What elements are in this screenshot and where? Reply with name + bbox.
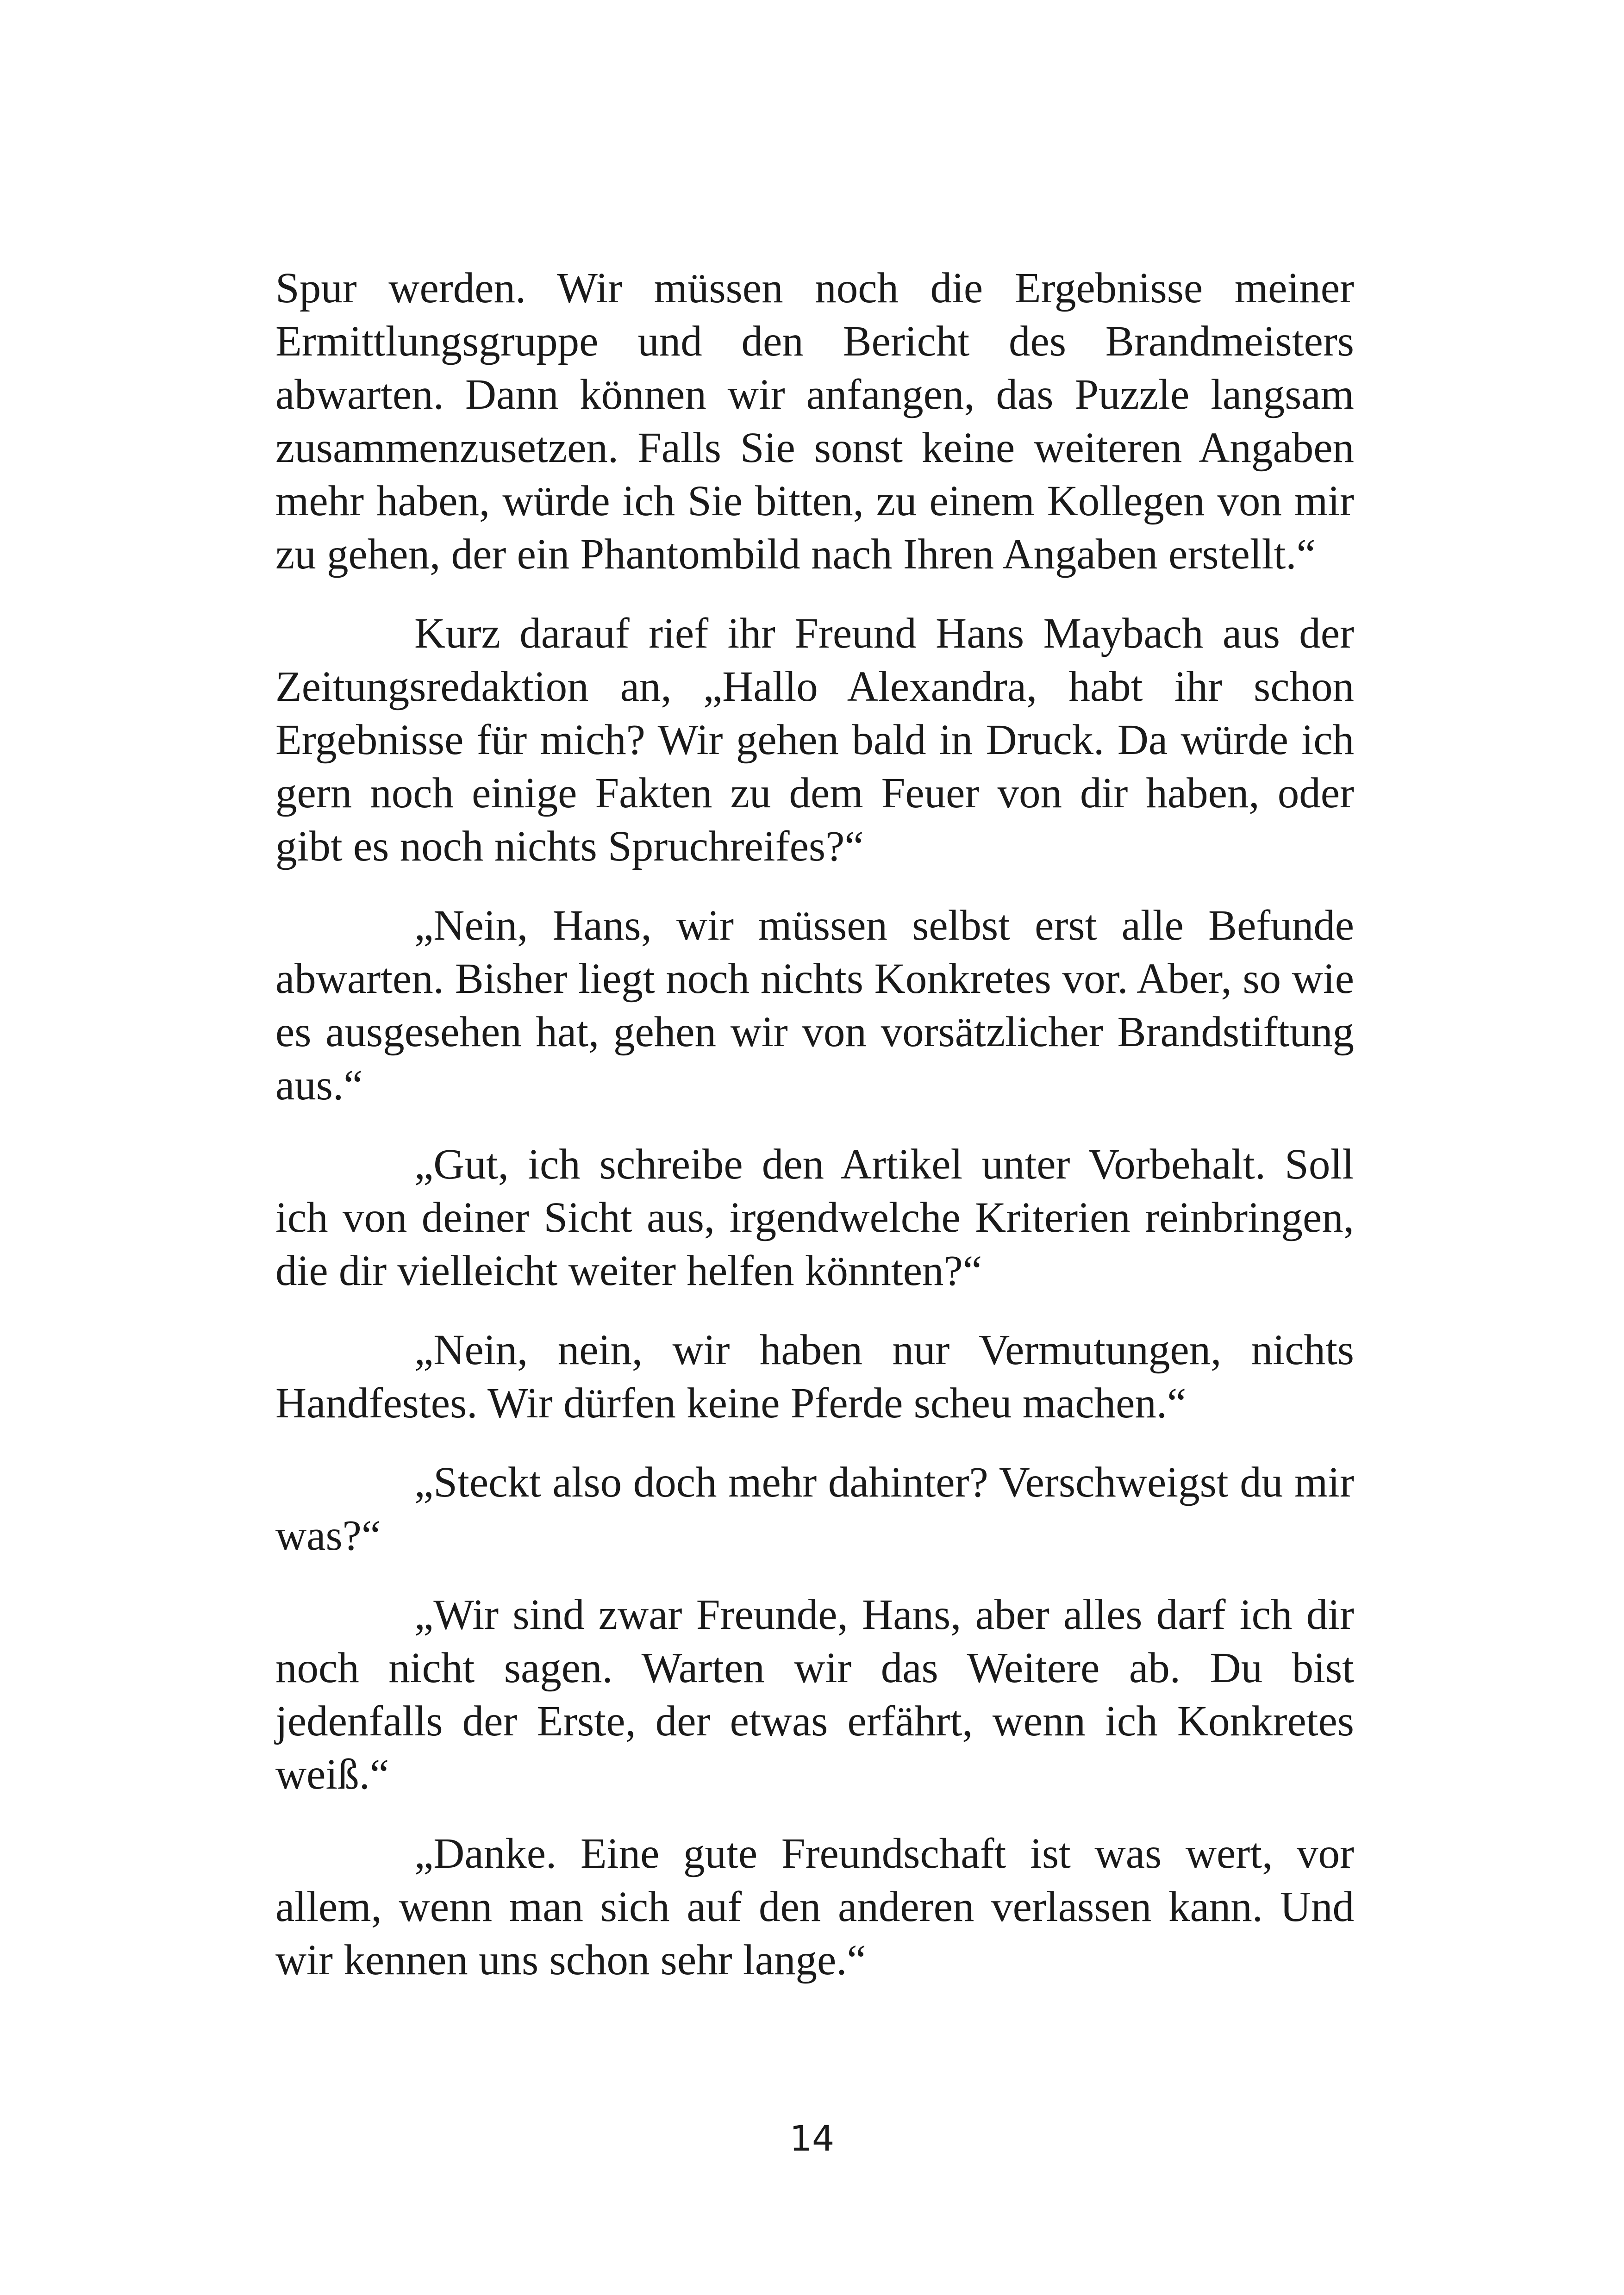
paragraph: „Wir sind zwar Freunde, Hans, aber alles darf ich dir noch nicht sagen. Warten wir das Weitere ab. Du bist jedenfalls der Erste, der etwas erfährt, wenn ich Konkretes weiß.“ bbox=[275, 1591, 1354, 1798]
paragraph: „Danke. Eine gute Freundschaft ist was wert, vor allem, wenn man sich auf den anderen verlassen kann. Und wir kennen uns schon sehr lange.“ bbox=[275, 1830, 1354, 1984]
paragraph: Kurz darauf rief ihr Freund Hans Maybach aus der Zeitungsredaktion an, „Hallo Alexandra, habt ihr schon Ergebnisse für mich? Wir gehen bald in Druck. Da würde ich gern noch einige Fakten zu dem Feuer von dir haben, oder gibt es noch nichts Spruchreifes?“ bbox=[275, 610, 1354, 870]
paragraph: „Steckt also doch mehr dahinter? Verschweigst du mir was?“ bbox=[275, 1459, 1354, 1559]
page-number: 14 bbox=[789, 2118, 835, 2159]
body-text bbox=[275, 262, 1354, 2013]
paragraph: „Nein, Hans, wir müssen selbst erst alle Befunde abwarten. Bisher liegt noch nichts Konkretes vor. Aber, so wie es ausgesehen hat, gehen wir von vorsätzlicher Brandstiftung aus.“ bbox=[275, 902, 1354, 1109]
paragraph: „Gut, ich schreibe den Artikel unter Vorbehalt. Soll ich von deiner Sicht aus, irgendwelche Kriterien reinbringen, die dir vielleicht weiter helfen könnten?“ bbox=[275, 1141, 1354, 1295]
paragraph: „Nein, nein, wir haben nur Vermutungen, nichts Handfestes. Wir dürfen keine Pferde scheu machen.“ bbox=[275, 1326, 1354, 1427]
paragraph-continuation: Spur werden. Wir müssen noch die Ergebnisse meiner Ermittlungsgruppe und den Bericht des Brandmeisters abwarten. Dann können wir anfangen, das Puzzle langsam zusammenzusetzen. Falls Sie sonst keine weiteren Angaben mehr haben, würde ich Sie bitten, zu einem Kollegen von mir zu gehen, der ein Phantombild nach Ihren Angaben erstellt.“ bbox=[275, 264, 1354, 578]
